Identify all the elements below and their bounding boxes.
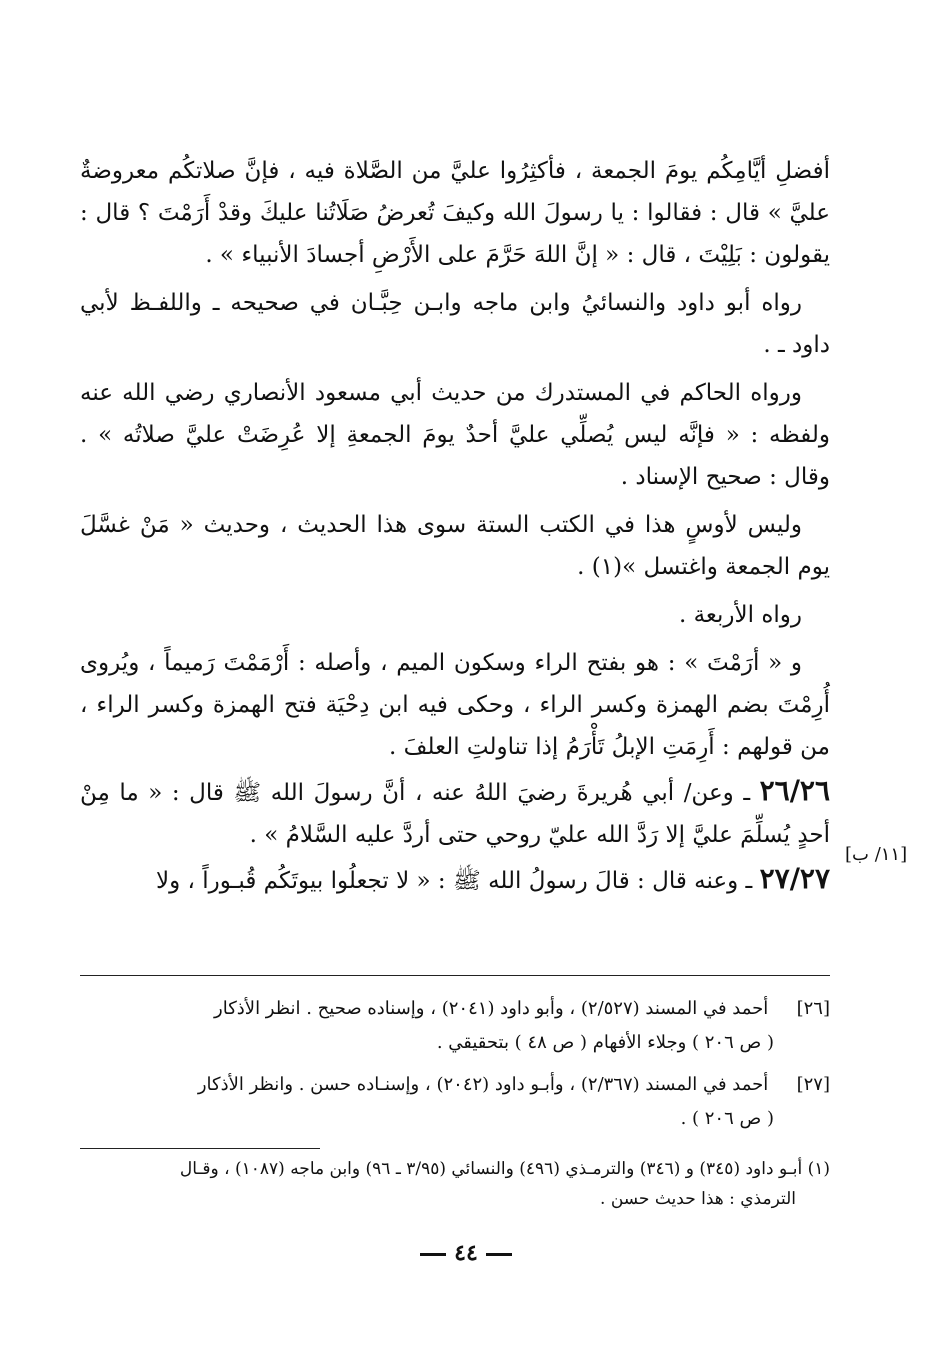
footnote-27-line1: أحمد في المسند (٢/٣٦٧) ، وأبـو داود (٢٠٤٢) ، وإسنـاده حسن . وانظر الأذكار (197, 1074, 769, 1095)
manuscript-folio-note: [١١/ ب] (845, 844, 908, 865)
author-footnote-line2: الترمذي : هذا حديث حسن . (600, 1189, 796, 1209)
footnote-27-line2: ( ص ٢٠٦ ) . (680, 1108, 774, 1129)
paragraph-4: وليس لأوسٍ هذا في الكتب الستة سوى هذا الحديث ، وحديث « مَنْ غسَّلَ يوم الجمعة واغتسل »(١) . (80, 512, 830, 580)
footnote-26 (80, 992, 830, 1060)
hadith-27-text: ـ وعنه قال : قالَ رسولُ الله ﷺ : « لا تجعلُوا بيوتَكُم قُبـوراً ، ولا (156, 868, 753, 894)
author-footnote (80, 1154, 830, 1214)
author-footnote-separator (80, 1148, 320, 1149)
author-footnote-line1: (١) أبـو داود (٣٤٥) و (٣٤٦) والترمـذي (٤٩٦) والنسائي (٣/٩٥ ـ ٩٦) وابن ماجه (١٠٨٧) ، وقـال (179, 1159, 830, 1179)
paragraph-5: رواه الأربعة . (678, 602, 802, 628)
main-text (80, 150, 830, 902)
paragraph-6: و « أرَمْتَ » : هو بفتح الراء وسكون الميم ، وأصله : أَرْمَمْتَ رَميماً ، ويُروى أُرِمْتَ بضم الهمزة وكسر الراء ، وحكى فيه ابن دِحْيَة فتح الهمزة وكسر الراء ، من قولهم : أَرِمَتِ الإبلُ تَأْرَمُ إذا تناولتِ العلفَ . (80, 650, 830, 760)
footnote-separator (80, 975, 830, 976)
page-number (0, 1240, 932, 1266)
hadith-27 (80, 858, 830, 902)
hadith-26 (80, 770, 830, 856)
page-number-value: ٤٤ (454, 1240, 478, 1266)
footnote-27 (80, 1068, 830, 1136)
footnote-26-line2: ( ص ٢٠٦ ) وجلاء الأفهام ( ص ٤٨ ) بتحقيقي . (436, 1032, 774, 1053)
paragraph-1: أفضلِ أيَّامِكُم يومَ الجمعة ، فأكثِرُوا عليَّ من الصَّلاة فيه ، فإنَّ صلاتكُم معروضةٌ عليَّ » قال : فقالوا : يا رسولَ الله وكيفَ تُعرضُ صَلَاتُنا عليكَ وقدْ أَرَمْتَ ؟ قال : يقولون : بَلِيْتَ ، قال : « إنَّ اللهَ حَرَّمَ على الأَرْضِ أجسادَ الأنبياء » . (80, 158, 830, 268)
hadith-26-text: ـ وعن/ أبي هُريرةَ رضيَ اللهُ عنه ، أنَّ رسولَ الله ﷺ قال : « ما مِنْ أحدٍ يُسلِّمَ عليَّ إلا رَدَّ الله عليّ روحي حتى أردَّ عليه السَّلامُ » . (80, 780, 830, 848)
paragraph-3: ورواه الحاكم في المستدرك من حديث أبي مسعود الأنصاري رضي الله عنه ولفظه : « فإنَّه ليس يُصلِّي عليَّ أحدٌ يومَ الجمعةِ إلا عُرِضَتْ عليَّ صلاتُه » . وقال : صحيح الإسناد . (80, 380, 830, 490)
hadith-27-number: ٢٧/٢٧ (759, 862, 830, 895)
paragraph-2: رواه أبو داود والنسائيُ وابن ماجه وابـن حِبَّـان في صحيحه ـ واللفـظ لأبي داود ـ . (80, 290, 830, 358)
hadith-26-number: ٢٦/٢٦ (759, 774, 830, 807)
footnote-27-number: [٢٧] (796, 1074, 830, 1095)
page-number-dash-right (486, 1253, 512, 1256)
page-number-dash-left (420, 1253, 446, 1256)
footnote-26-line1: أحمد في المسند (٢/٥٢٧) ، وأبو داود (٢٠٤١) ، وإسناده صحيح . انظر الأذكار (214, 998, 769, 1019)
footnote-26-number: [٢٦] (796, 998, 830, 1019)
